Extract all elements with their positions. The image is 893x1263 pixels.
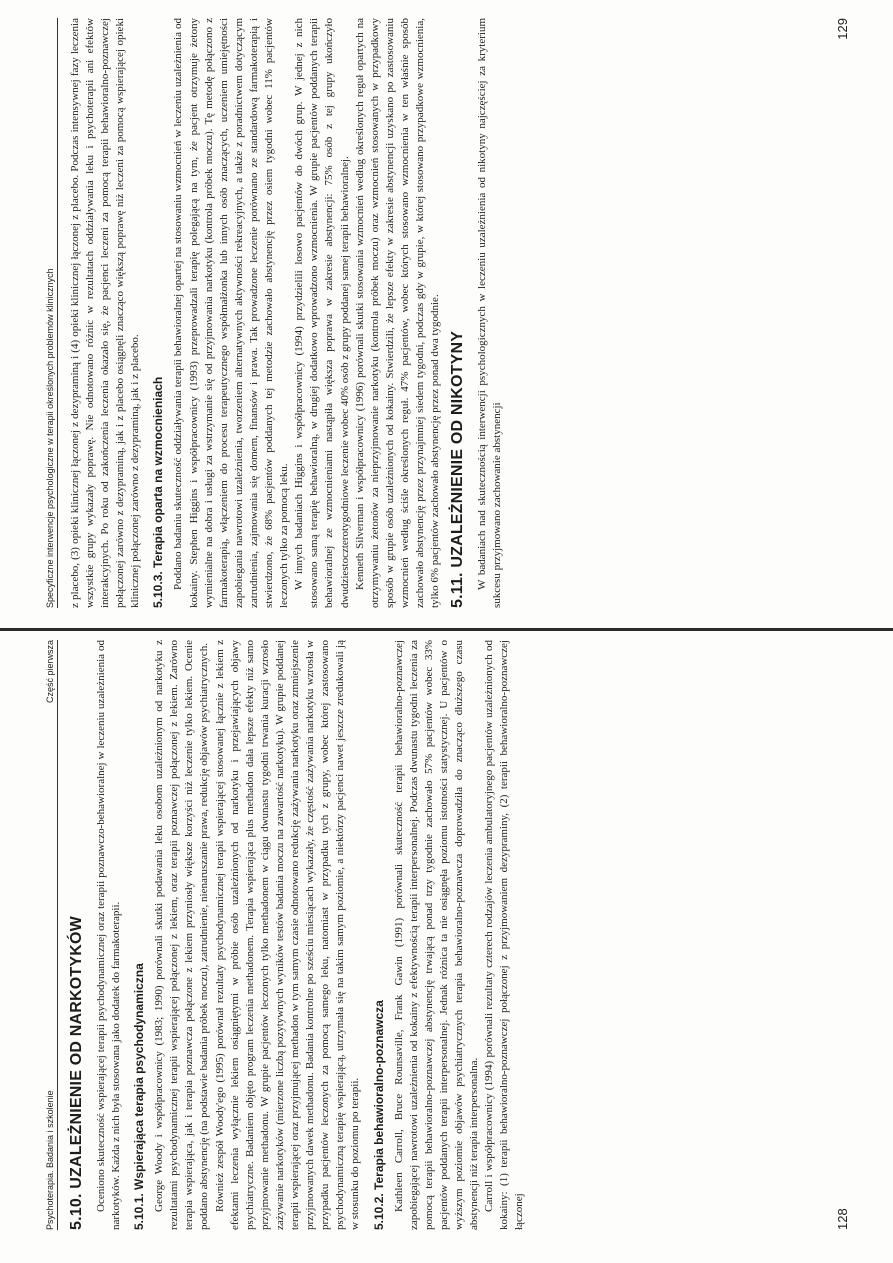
paragraph: Również zespół Woody'ego (1995) porównał rezultaty psychodynamicznej terapii wspierającej stosowanej łącznie z lekiem z efektami leczenia wyłącznie lekiem osiągniętymi w próbie osób uzależnionych od narkotyku i przejawiających objawy psychiatryczne. Badaniem objęto program leczenia methadonem. Terapia wspierająca plus methadon dała lepsze efekty niż samo przyjmowanie methadonu. W grupie pacjentów leczonych tylko methadonem w ciągu dwunastu tygodni trwania kuracji wzrosło zażywanie narkotyków (mierzone liczbą pozytywnych wyników testów badania moczu na zawartość narkotyku). W grupie poddanej terapii wspierającej oraz przyjmującej methadon w tym samym czasie odnotowano redukcję zażywania narkotyku oraz zmniejszenie przyjmowanych dawek methadonu. Badania kontrolne po sześciu miesiącach wykazały, że częstość zażywania narkotyku wzrosła w przypadku pacjentów leczonych za pomocą samego leku, natomiast w przypadku tych z grupy, wobec której zastosowano psychodynamiczną terapię wspierającą, utrzymała się na takim samym poziomie, a niektórzy pacjenci nawet jeszcze zredukowali ją w stosunku do poziomu po terapii.	[213, 640, 362, 1230]
subsection-title: 5.10.3. Terapia oparta na wzmocnieniach	[151, 376, 166, 608]
paragraph: Carroll i współpracownicy (1994) porównali rezultaty czterech rodzajów leczenia ambulatoryjnego pacjentów uzależnionych od kokainy: (1) terapii behawioralno-poznawczej połączonej z przyjmowaniem dezypraminy, (2) terapii behawioralno-poznawczej łączonej	[483, 640, 526, 1230]
page-divider	[0, 628, 893, 631]
running-head-128	[45, 640, 58, 1230]
page-number: 129	[835, 18, 850, 40]
running-head-title: Psychoterapia. Badania i szkolenie	[45, 1090, 55, 1230]
paragraph: Kathleen Carroll, Bruce Rounsaville, Frank Gawin (1991) porównali skuteczność terapii behawioralno-poznawczej zapobiegającej nawrotowi uzależnienia od kokainy z efektywnością terapii interpersonalnej. Podczas dwunastu tygodni leczenia za pomocą terapii behawioralno-poznawczej abstynencję trwającą ponad trzy tygodnie zachowało 57% pacjentów wobec 33% pacjentów poddanych terapii interpersonalnej. Jednak różnica ta nie osiągnęła poziomu istotności statystycznej. U pacjentów o wyższym poziomie objawów psychiatrycznych terapia behawioralno-poznawcza doprowadziła do znacząco dłuższego czasu abstynencji niż terapia interpersonalna.	[392, 640, 480, 1230]
running-head-title: Specyficzne interwencje psychologiczne w terapii określonych problemów klinicznych	[45, 268, 55, 608]
running-head-129	[45, 18, 58, 608]
paragraph: Oceniono skuteczność wspierającej terapii psychodynamicznej oraz terapii poznawczo-behawioralnej w leczeniu uzależnienia od narkotyków. Każda z nich była stosowana jako dodatek do farmakoterapii.	[95, 640, 123, 1230]
paragraph: George Woody i współpracownicy (1983; 1990) porównali skutki podawania leku osobom uzależnionym od narkotyku z rezultatami psychodynamicznej terapii wspierającej połączonej z lekiem, oraz terapii poznawczej połączonej z lekiem. Zarówno terapia wspierająca, jak i terapia poznawcza połączone z lekiem przyniosły większe korzyści niż leczenie tylko lekiem. Ocenie poddano abstynencję (na podstawie badania próbek moczu), zatrudnienie, nienaruszanie prawa, redukcję objawów psychiatrycznych.	[153, 640, 211, 1230]
subsection-title: 5.10.1. Wspierająca terapia psychodynamiczna	[132, 963, 147, 1230]
paragraph: W innych badaniach Higgins i współpracownicy (1994) przydzielili losowo pacjentów do dwóch grup. W jednej z nich stosowano samą terapię behawioralną, w drugiej dodatkowo wprowadzono wzmocnienia. W grupie pacjentów poddanych terapii behawioralnej ze wzmocnieniami nastąpiła większa poprawa w zakresie abstynencji: 75% osób z tej grupy ukończyło dwudziestoczterotygodniowe leczenie wobec 40% osób z grupy poddanej samej terapii behawioralnej.	[293, 18, 351, 608]
paragraph: z placebo, (3) opieki klinicznej łączonej z dezypraminą i (4) opieki klinicznej łączonej z placebo. Podczas intensywnej fazy leczenia wszystkie grupy wykazały poprawę. Nie odnotowano różnic w rezultatach oddziaływania leku i psychoterapii ani efektów interakcyjnych. Po roku od zakończenia leczenia okazało się, że pacjenci leczeni za pomocą terapii behawioralno-poznawczej połączonej zarówno z dezypraminą, jak i z placebo osiągnęli znacząco większą poprawę niż leczeni za pomocą wspierającej opieki klinicznej połączonej zarówno z dezypraminą, jak i z placebo.	[69, 18, 142, 608]
page-number: 128	[835, 1208, 850, 1230]
running-head-part: Część pierwsza	[45, 640, 55, 704]
section-title: 5.10. UZALEŻNIENIE OD NARKOTYKÓW	[68, 916, 85, 1230]
paragraph: W badaniach nad skutecznością interwencji psychologicznych w leczeniu uzależnienia od nikotyny najczęściej za kryterium sukcesu przyjmowano zachowanie abstynencji	[476, 18, 504, 608]
paragraph: Poddano badaniu skuteczność oddziaływania terapii behawioralnej opartej na stosowaniu wzmocnień w leczeniu uzależnienia od kokainy. Stephen Higgins i współpracownicy (1993) przeprowadzali terapię polegającą na tym, że pacjent otrzymuje żetony wymienialne na dobra i usługi za wstrzymanie się od przyjmowania narkotyku (kontrola próbek moczu). Tę metodę połączono z farmakoterapią, włączeniem do procesu terapeutycznego współmałżonka lub innych osób znaczących, uczeniem umiejętności zapobiegania nawrotowi uzależnienia, tworzeniem alternatywnych aktywności rekreacyjnych, a także z poradnictwem dotyczącym zatrudnienia, zajmowania się domem, finansów i prawa. Tak prowadzone leczenie porównano ze standardową farmakoterapią i stwierdzono, że 68% pacjentów poddanych tej metodzie zachowało abstynencję przez osiem tygodni wobec 11% pacjentów leczonych tylko za pomocą leku.	[172, 18, 291, 608]
page-128	[45, 640, 850, 1230]
paragraph: Kenneth Silverman i współpracownicy (1996) porównali skutki stosowania wzmocnień według określonych reguł opartych na otrzymywaniu żetonów za nieprzyjmowanie narkotyku (kontrola próbek moczu) oraz wzmocnień stosowanych w przypadkowy sposób w grupie osób uzależnionych od kokainy. Stwierdzili, że lepsze efekty w zakresie abstynencji uzyskano po zastosowaniu wzmocnień według ściśle określonych reguł. 47% pacjentów, wobec których stosowano wzmocnienia w ten właśnie sposób zachowało abstynencję przez przynajmniej siedem tygodni, podczas gdy w grupie, w której stosowano przypadkowe wzmocnienia, tylko 6% pacjentów zachowało abstynencję przez ponad dwa tygodnie.	[353, 18, 442, 608]
page-129	[45, 18, 850, 608]
section-title: 5.11. UZALEŻNIENIE OD NIKOTYNY	[449, 330, 467, 608]
subsection-title: 5.10.2. Terapia behawioralno-poznawcza	[371, 1000, 386, 1230]
